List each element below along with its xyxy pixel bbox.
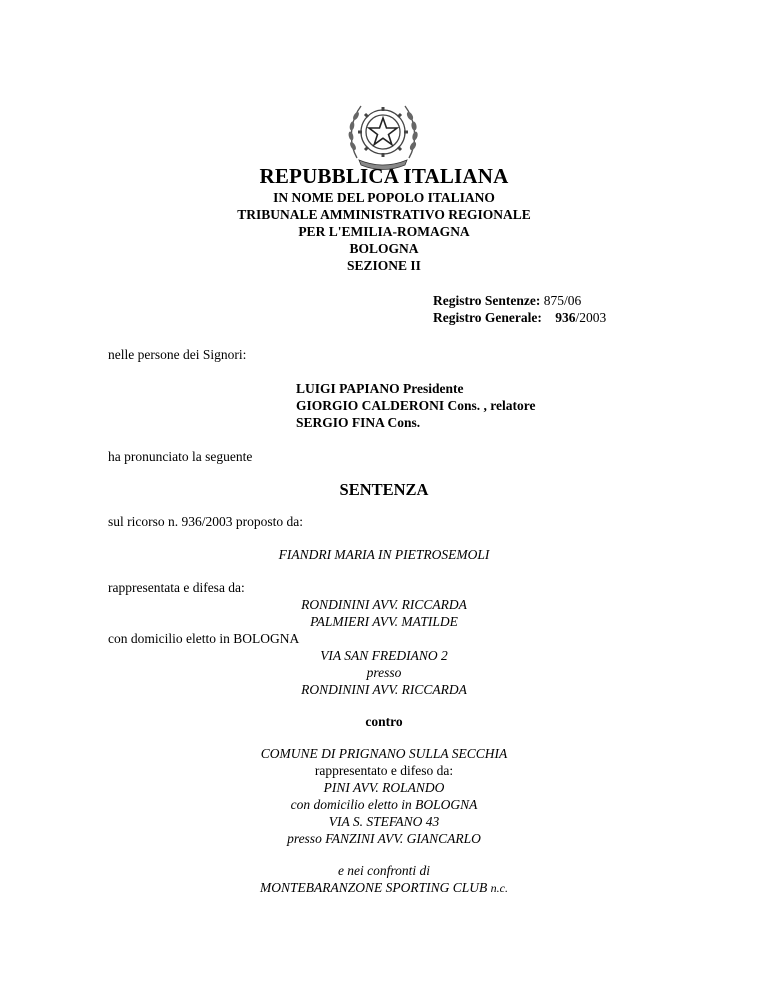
respondent-lawyer: PINI AVV. ROLANDO	[323, 780, 445, 795]
confronti-label: e nei confronti di	[337, 863, 431, 878]
judge-item: LUIGI PAPIANO Presidente	[296, 381, 464, 396]
third-party-suffix: n.c.	[490, 881, 508, 895]
sentence-heading: SENTENZA	[339, 480, 429, 499]
judge-item: SERGIO FINA Cons.	[296, 415, 421, 430]
respondent-presso: presso FANZINI AVV. GIANCARLO	[287, 831, 481, 846]
registry-block	[433, 292, 606, 326]
appellant-address: VIA SAN FREDIANO 2	[320, 648, 448, 663]
registro-generale	[433, 309, 606, 326]
contro-label: contro	[365, 714, 403, 729]
registro-sentenze-label: Registro Sentenze:	[433, 293, 541, 308]
appellant-name: FIANDRI MARIA IN PIETROSEMOLI	[278, 547, 490, 562]
court-header	[0, 189, 768, 274]
header-line: PER L'EMILIA-ROMAGNA	[298, 224, 470, 239]
pronounced-text: ha pronunciato la seguente	[108, 449, 253, 464]
appellant-lawyer: RONDININI AVV. RICCARDA	[301, 597, 467, 612]
header-line: TRIBUNALE AMMINISTRATIVO REGIONALE	[237, 207, 531, 222]
respondent-represented: rappresentato e difeso da:	[314, 763, 454, 778]
italian-republic-emblem-icon	[341, 96, 425, 172]
judges-list	[296, 380, 536, 431]
header-line: SEZIONE II	[347, 258, 421, 273]
judge-item: GIORGIO CALDERONI Cons. , relatore	[296, 398, 536, 413]
appellant-lawyer: PALMIERI AVV. MATILDE	[310, 614, 458, 629]
registro-generale-year: /2003	[575, 310, 607, 325]
header-line: BOLOGNA	[349, 241, 419, 256]
registro-sentenze-value: 875/06	[543, 293, 582, 308]
appellant-presso-name: RONDININI AVV. RICCARDA	[301, 682, 467, 697]
respondent-name: COMUNE DI PRIGNANO SULLA SECCHIA	[260, 746, 508, 761]
appellant-domicile: con domicilio eletto in BOLOGNA	[108, 631, 300, 646]
third-party	[0, 879, 768, 897]
third-party-name: MONTEBARANZONE SPORTING CLUB	[260, 880, 488, 895]
registro-generale-label: Registro Generale:	[433, 310, 542, 325]
registro-sentenze	[433, 292, 606, 309]
registro-generale-number: 936	[555, 310, 576, 325]
appellant-presso: presso	[366, 665, 402, 680]
persons-intro: nelle persone dei Signori:	[108, 347, 247, 362]
appeal-intro: sul ricorso n. 936/2003 proposto da:	[108, 514, 303, 529]
header-line: IN NOME DEL POPOLO ITALIANO	[273, 190, 495, 205]
respondent-domicile: con domicilio eletto in BOLOGNA	[290, 797, 478, 812]
represented-by: rappresentata e difesa da:	[108, 580, 245, 595]
document-title: REPUBBLICA ITALIANA	[259, 164, 509, 188]
respondent-address: VIA S. STEFANO 43	[328, 814, 440, 829]
